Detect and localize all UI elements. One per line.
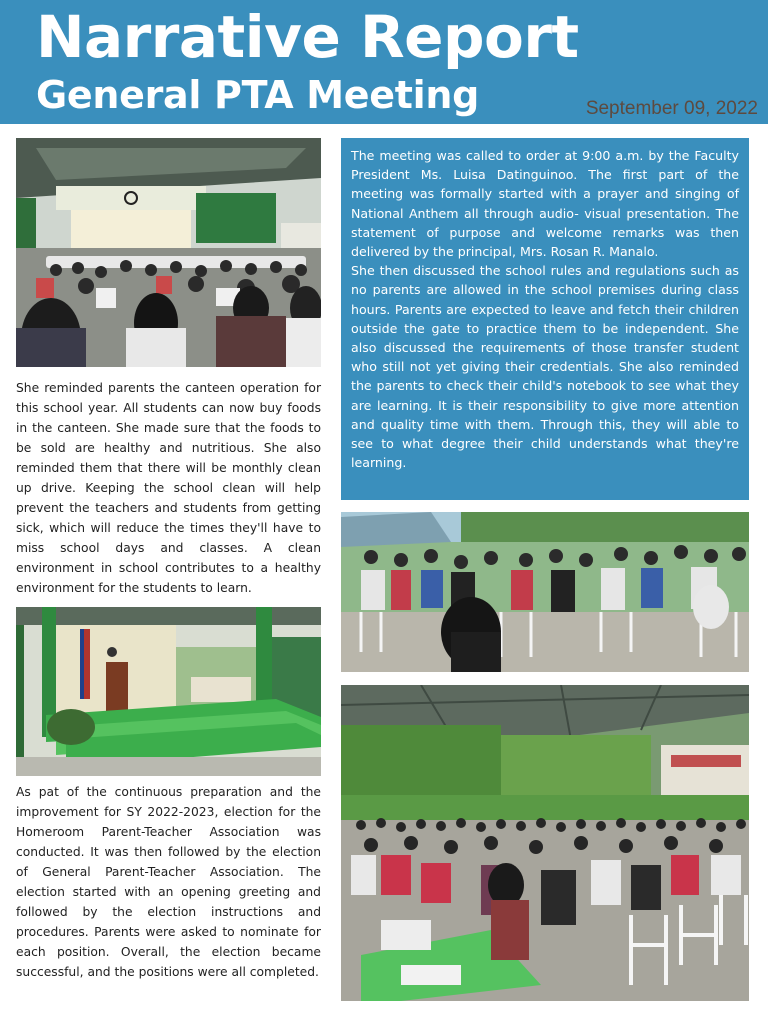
meeting-summary-paragraph-2: She then discussed the school rules and regulations such as no parents are allowed in the school premises during class hours. Parents are expected to leave and fetch their children outside the gate to practice them to be independent. She also discussed the requirements of those transfer student who still not yet giving their credentials. She also reminded the parents to check their child's notebook to see what they are learning. It is their responsibility to give more attention and quality time with them. Through this, they will able to see to what degree their child understands what they're learning. (351, 263, 739, 471)
report-title: Narrative Report (36, 3, 579, 71)
photo-court-audience (16, 138, 321, 367)
photo-parents-seated (341, 512, 749, 672)
photo-covered-court-crowd (341, 685, 749, 1001)
photo-stage (16, 607, 321, 776)
paragraph-election: As pat of the continuous preparation and the improvement for SY 2022-2023, election for the Homeroom Parent-Teacher Association was conducted. It was then followed by the election of General Parent-Teacher Association. The election started with an opening greeting and followed by the election instructions and procedures. Parents were asked to nominate for each position. Overall, the election became successful, and the positions were all completed. (16, 785, 321, 979)
header-banner (0, 0, 768, 124)
report-date: September 09, 2022 (585, 98, 758, 119)
report-subtitle: General PTA Meeting (36, 73, 479, 117)
paragraph-canteen: She reminded parents the canteen operation for this school year. All students can now buy foods in the canteen. She made sure that the foods to be sold are healthy and nutritious. She also reminded them that there will be monthly clean up drive. Keeping the school clean will help prevent the teachers and students from getting sick, which will reduce the times they'll have to miss school days and classes. A clean environment in school contributes to a healthy environment for the students to learn. (16, 381, 321, 595)
meeting-summary-paragraph-1: The meeting was called to order at 9:00 a.m. by the Faculty President Ms. Luisa Datinguinoo. The first part of the meeting was formally started with a prayer and singing of National Anthem all through audio- visual presentation. The statement of purpose and welcome remarks was then delivered by the principal, Mrs. Rosan R. Manalo. (351, 148, 739, 260)
meeting-summary-box (341, 138, 749, 500)
